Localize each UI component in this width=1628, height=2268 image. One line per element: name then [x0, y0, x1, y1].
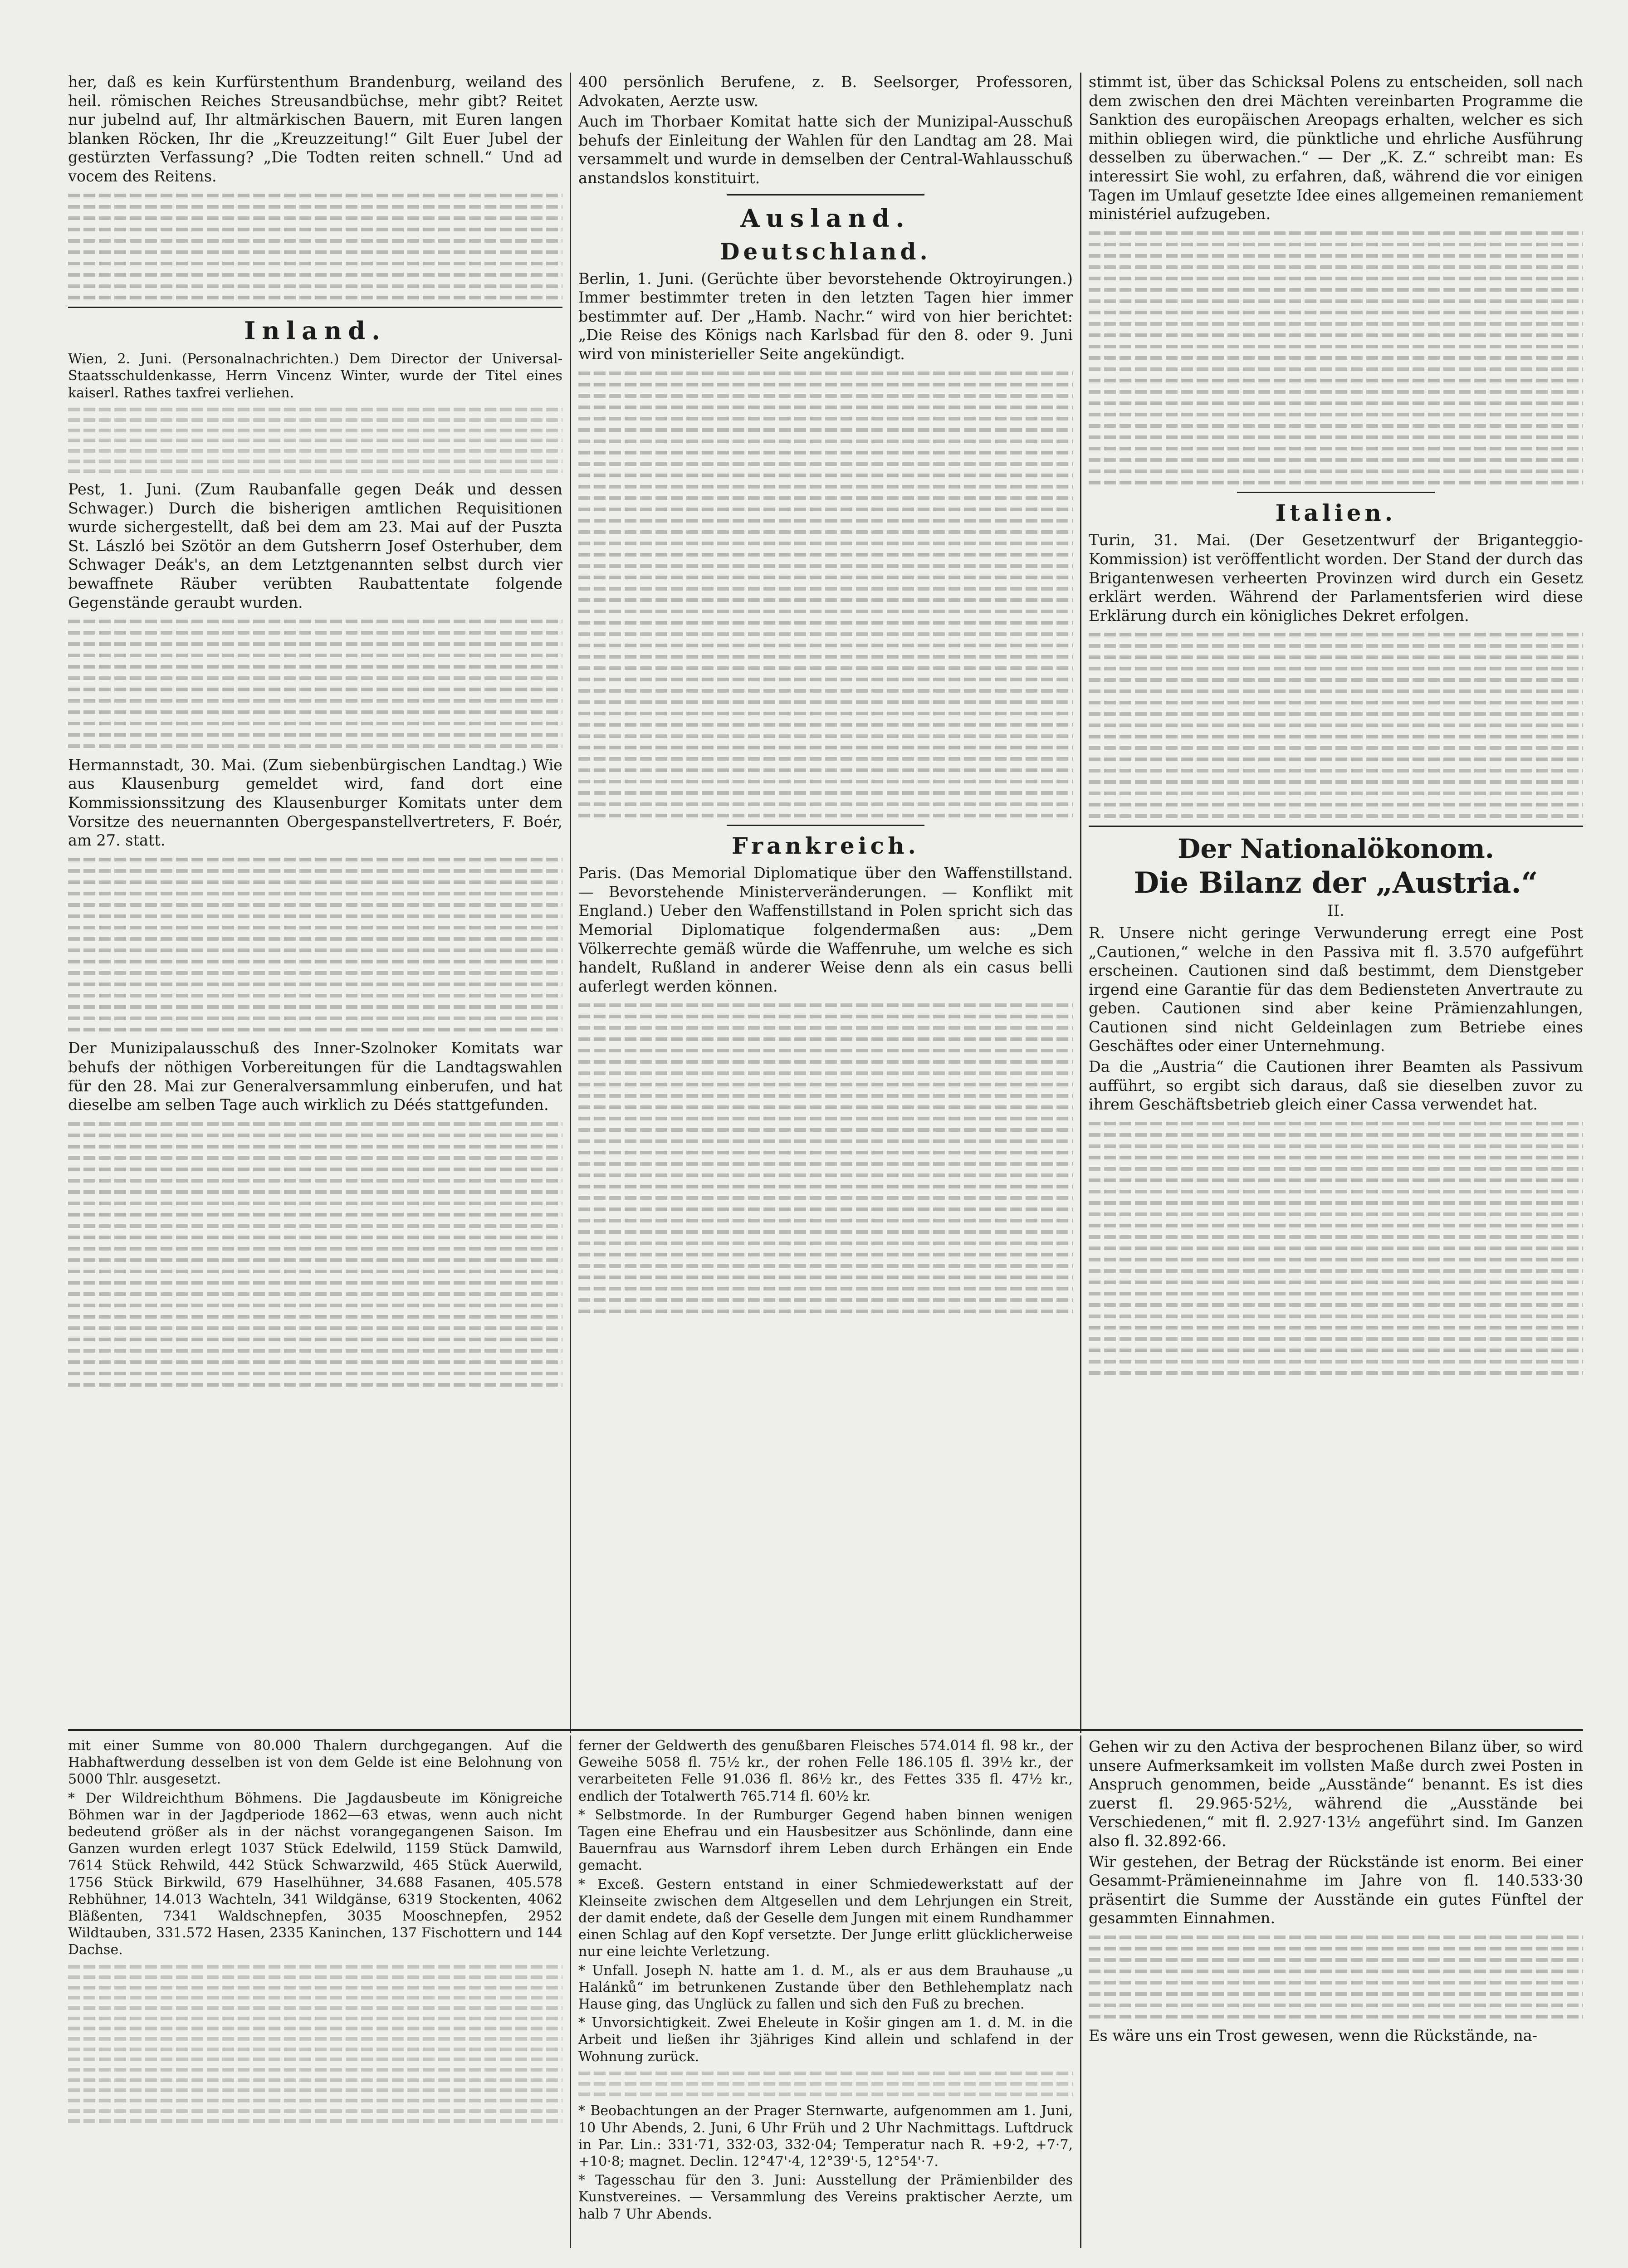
feuilleton-part: II. [1327, 901, 1344, 920]
article-text: 400 persönlich Berufene, z. B. Seelsorger, Professoren, Advokaten, Aerzte usw. [578, 73, 1073, 110]
article-turin: Turin, 31. Mai. (Der Gesetzentwurf der Briganteggio-Kommission) ist veröffentlicht worden. Der Stand der durch das Brigantenwesen verheerten Provinzen wird durch ein Gesetz erklärt werden. Während der Parlamentsferien wird diese Erklärung durch ein königliches Dekret erfolgen. [1089, 531, 1583, 625]
column-divider [1080, 1735, 1081, 2248]
article-wien: Wien, 2. Juni. (Personalnachrichten.) Dem Director der Universal-Staatsschuldenkasse, Herrn Vincenz Winter, wurde der Titel eines kaiserl. Rathes taxfrei verliehen. [68, 351, 562, 401]
article-text: mit einer Summe von 80.000 Thalern durchgegangen. Auf die Habhaftwerdung desselben ist von dem Gelde ist eine Belohnung von 5000 Thlr. ausgesetzt. [68, 1738, 562, 1788]
column-1 [68, 73, 562, 1724]
section-rule [727, 194, 924, 196]
article-hermannstadt: Hermannstadt, 30. Mai. (Zum siebenbürgischen Landtag.) Wie aus Klausenburg gemeldet wird, fand dort eine Kommissionssitzung des Klausenburger Komitats unter dem Vorsitze des neuernannten Obergespanstellvertreters, F. Boér, am 27. statt. [68, 756, 562, 850]
article-text: ferner der Geldwerth des genußbaren Fleisches 574.014 fl. 98 kr., der Geweihe 5058 fl. 75½ kr., der rohen Felle 186.105 fl. 39½ kr., der verarbeiteten Felle 91.036 fl. 86½ kr., des Fettes 335 fl. 47½ kr., endlich der Totalwerth 765.714 fl. 60½ kr. [578, 1738, 1073, 1804]
feuilleton-title: Die Bilanz der „Austria.“ [1134, 865, 1538, 900]
article-munizipal: Der Munizipalausschuß des Inner-Szolnoker Komitats war behufs der nöthigen Vorbereitungen für die Landtagswahlen für den 28. Mai zur Generalversammlung einberufen, und hat dieselbe am selben Tage auch wirklich zu Déés stattgefunden. [68, 1039, 562, 1114]
section-heading-frankreich: Frankreich. [732, 832, 919, 860]
article-text: Auch im Thorbaer Komitat hatte sich der Munizipal-Ausschuß behufs der Einleitung der Wahlen für den Landtag am 28. Mai versammelt und wurde in demselben der Central-Wahlausschuß anstandslos konstituirt. [578, 112, 1073, 187]
column-3 [1089, 73, 1583, 1724]
article-excess: * Exceß. Gestern entstand in einer Schmiedewerkstatt auf der Kleinseite zwischen dem Altgesellen und dem Lehrjungen ein Streit, der damit endete, daß der Geselle dem Jungen mit einem Rundhammer einen Schlag auf den Kopf versetzte. Der Junge erlitt glücklicherweise nur eine leichte Verletzung. [578, 1876, 1073, 1960]
article-paris: Paris. (Das Memorial Diplomatique über den Waffenstillstand. — Bevorstehende Ministerveränderungen. — Konflikt mit England.) Ueber den Waffenstillstand in Polen spricht sich das Memorial Diplomatique folgendermaßen aus: „Dem Völkerrechte gemäß würde die Waffenruhe, um welche es sich handelt, Rußland in anderer Weise denn als ein casus belli auferlegt werden können. [578, 864, 1073, 995]
section-heading-ausland: Ausland. [740, 203, 911, 233]
section-rule [1237, 492, 1435, 493]
section-rule [727, 825, 924, 826]
article-berlin: Berlin, 1. Juni. (Gerüchte über bevorstehende Oktroyirungen.) Immer bestimmter treten in den letzten Tagen hier immer bestimmter auf. Der „Hamb. Nachr.“ wird von hier berichtet: „Die Reise des Königs nach Karlsbad für den 8. oder 9. Juni wird von ministerieller Seite angekündigt. [578, 269, 1073, 363]
article-sternwarte: * Beobachtungen an der Prager Sternwarte, aufgenommen am 1. Juni, 10 Uhr Abends, 2. Juni, 6 Uhr Früh und 2 Uhr Nachmittags. Luftdruck in Par. Lin.: 331·71, 332·03, 332·04; Temperatur nach R. +9·2, +7·7, +10·8; magnet. Declin. 12°47'·4, 12°39'·5, 12°54'·7. [578, 2103, 1073, 2170]
bottom-column-1 [68, 1737, 562, 2245]
feuilleton-separator [68, 1729, 1583, 1731]
feuilleton-text: Es wäre uns ein Trost gewesen, wenn die Rückstände, na- [1089, 2026, 1538, 2044]
column-divider [570, 1735, 571, 2248]
feuilleton-text: R. Unsere nicht geringe Verwunderung erregt eine Post „Cautionen,“ welche in den Passiva mit fl. 3.570 aufgeführt erscheinen. Cautionen sind daß bestimmt, dem Dienstgeber irgend eine Garantie für das dem Bediensteten Anvertraute zu geben. Cautionen sind aber keine Prämienzahlungen, Cautionen sind nicht Geldeinlagen zum Betriebe eines Geschäftes oder einer Unternehmung. [1089, 924, 1583, 1055]
section-rule [68, 307, 562, 308]
feuilleton-text: Da die „Austria“ die Cautionen ihrer Beamten als Passivum aufführt, so ergibt sich daraus, daß sie dieselben zuvor zu ihrem Geschäftsbetrieb gleich einer Cassa verwendet hat. [1089, 1058, 1583, 1114]
article-text: stimmt ist, über das Schicksal Polens zu entscheiden, soll nach dem zwischen den drei Mächten vereinbarten Programme die Sanktion des europäischen Areopags erhalten, welcher es sich mithin obliegen wird, die pünktliche und ehrliche Ausführung desselben zu überwachen.“ — Der „K. Z.“ schreibt man: Es interessirt Sie wohl, zu erfahren, daß, während die vor einigen Tagen im Umlauf gesetzte Idee eines allgemeinen remaniement ministériel aufzugeben. [1089, 73, 1583, 223]
section-heading-italien: Italien. [1275, 499, 1397, 527]
article-unvorsicht: * Unvorsichtigkeit. Zwei Eheleute in Košir gingen am 1. d. M. in die Arbeit und ließen ihr 3jähriges Kind allein und schlafend in der Wohnung zurück. [578, 2015, 1073, 2065]
article-unfall: * Unfall. Joseph N. hatte am 1. d. M., als er aus dem Brauhause „u Halánků“ im betrunkenen Zustande über den Bethlehemplatz nach Hause ging, das Unglück zu fallen und sich den Fuß zu brechen. [578, 1962, 1073, 2013]
feuilleton-heading: Der Nationalökonom. [1178, 833, 1494, 864]
feuilleton-text: Wir gestehen, der Betrag der Rückstände ist enorm. Bei einer Gesammt-Prämieneinnahme im Jahre von fl. 140.533·30 präsentirt die Summe der Ausstände ein gutes Fünftel der gesammten Einnahmen. [1089, 1853, 1583, 1927]
bottom-column-3 [1089, 1737, 1583, 2245]
article-tagesschau: * Tagesschau für den 3. Juni: Ausstellung der Prämienbilder des Kunstvereines. — Versammlung des Vereins praktischer Aerzte, um halb 7 Uhr Abends. [578, 2172, 1073, 2222]
section-heading-inland: Inland. [244, 316, 386, 346]
feuilleton-text: Gehen wir zu den Activa der besprochenen Bilanz über, so wird unsere Aufmerksamkeit im vollsten Maße durch zwei Posten in Anspruch genommen, beide „Ausstände“ benannt. Es ist dies zuerst fl. 29.965·52½, während die „Ausstände bei Verschiedenen,“ mit fl. 2.927·13½ angeführt sind. Im Ganzen also fl. 32.892·66. [1089, 1738, 1583, 1850]
feuilleton-rule [1089, 826, 1583, 827]
bottom-column-2 [578, 1737, 1073, 2245]
article-pest: Pest, 1. Juni. (Zum Raubanfalle gegen Deák und dessen Schwager.) Durch die bisherigen amtlichen Requisitionen wurde sichergestellt, daß bei dem am 23. Mai auf der Puszta St. László bei Szötör an dem Gutsherrn Josef Osterhuber, dem Schwager Deák's, an dem Letztgenannten selbst durch vier bewaffnete Räuber verübten Raubattentate folgende Gegenstände geraubt wurden. [68, 480, 562, 611]
column-divider [1080, 73, 1081, 1733]
article-selbstmord: * Selbstmorde. In der Rumburger Gegend haben binnen wenigen Tagen eine Ehefrau und ein Hausbesitzer aus Schönlinde, dann eine Bauernfrau aus Warnsdorf ihrem Leben durch Erhängen ein Ende gemacht. [578, 1807, 1073, 1874]
column-divider [570, 73, 571, 1733]
section-heading-deutschland: Deutschland. [720, 238, 931, 265]
article-wildreich: * Der Wildreichthum Böhmens. Die Jagdausbeute im Königreiche Böhmen war in der Jagdperiode 1862—63 etwas, wenn auch nicht bedeutend größer als in der nächst vorangegangenen Saison. Im Ganzen wurden erlegt 1037 Stück Edelwild, 1159 Stück Damwild, 7614 Stück Rehwild, 442 Stück Schwarzwild, 465 Stück Auerwild, 1756 Stück Birkwild, 679 Haselhühner, 34.688 Fasanen, 405.578 Rebhühner, 14.013 Wachteln, 341 Wildgänse, 6319 Stockenten, 4062 Bläßenten, 7341 Waldschnepfen, 3035 Mooschnepfen, 2952 Wildtauben, 331.572 Hasen, 2335 Kaninchen, 137 Fischottern und 144 Dachse. [68, 1790, 562, 1958]
column-2 [578, 73, 1073, 1724]
article-text: her, daß es kein Kurfürstenthum Brandenburg, weiland des heil. römischen Reiches Streusandbüchse, mehr gibt? Reitet nur jubelnd auf, Ihr altmärkischen Bauern, mit Euren langen blanken Röcken, Ihr die „Kreuzzeitung!“ Gilt Euer Jubel der gestürzten Verfassung? „Die Todten reiten schnell.“ Und ad vocem des Reitens. [68, 73, 562, 185]
